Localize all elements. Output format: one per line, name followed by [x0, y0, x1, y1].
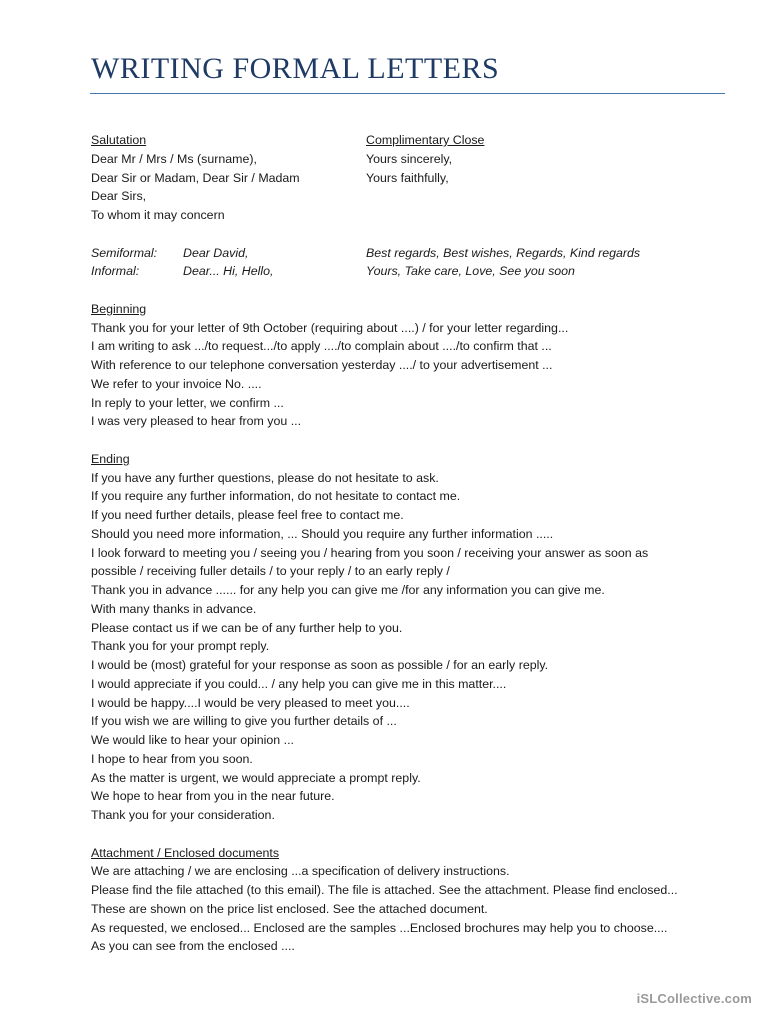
ending-line: I look forward to meeting you / seeing you / hearing from you soon / receiving your answer as soon as — [91, 545, 649, 560]
register-label: Semiformal: — [91, 245, 158, 260]
document-body — [91, 131, 721, 956]
salutation-row — [91, 169, 721, 188]
ending-line: possible / receiving fuller details / to your reply / to an early reply / — [91, 564, 450, 579]
register-close: Best regards, Best wishes, Regards, Kind regards — [366, 245, 641, 260]
beginning-line: Thank you for your letter of 9th October (requiring about ....) / for your letter regarding... — [91, 320, 569, 335]
beginning-line: With reference to our telephone conversation yesterday ..../ to your advertisement ... — [91, 358, 553, 372]
ending-line: Thank you in advance ...... for any help you can give me /for any information you can give me. — [91, 583, 605, 597]
register-row-informal — [91, 262, 721, 281]
ending-line: Thank you for your prompt reply. — [91, 639, 270, 654]
salutation-item: Dear Sirs, — [91, 189, 147, 204]
register-row-semiformal — [91, 244, 721, 263]
complimentary-close-heading: Complimentary Close — [366, 133, 485, 147]
close-item: Yours faithfully, — [366, 170, 449, 185]
salutation-row — [91, 150, 721, 169]
title-divider — [90, 93, 725, 94]
salutation-heading: Salutation — [91, 133, 147, 147]
attachment-line: As requested, we enclosed... Enclosed are the samples ...Enclosed brochures may help you to choose.... — [91, 920, 668, 935]
page-title: WRITING FORMAL LETTERS — [91, 52, 500, 85]
ending-line: If you require any further information, do not hesitate to contact me. — [91, 489, 461, 504]
attachment-line: As you can see from the enclosed .... — [91, 939, 295, 954]
ending-line: We hope to hear from you in the near future. — [91, 789, 335, 804]
beginning-line: We refer to your invoice No. .... — [91, 376, 262, 391]
beginning-line: I am writing to ask .../to request.../to apply ..../to complain about ..../to confirm that ... — [91, 339, 552, 354]
beginning-line: In reply to your letter, we confirm ... — [91, 395, 284, 410]
attachment-line: We are attaching / we are enclosing ...a specification of delivery instructions. — [91, 864, 510, 879]
ending-heading: Ending — [91, 451, 130, 466]
salutation-item: Dear Sir or Madam, Dear Sir / Madam — [91, 170, 300, 185]
salutation-item: To whom it may concern — [91, 208, 225, 222]
beginning-line: I was very pleased to hear from you ... — [91, 414, 302, 429]
ending-line: I would be happy....I would be very pleased to meet you.... — [91, 695, 410, 710]
ending-line: We would like to hear your opinion ... — [91, 733, 294, 747]
ending-line: I would appreciate if you could... / any help you can give me in this matter.... — [91, 676, 507, 691]
ending-line: Should you need more information, ... Should you require any further information ..... — [91, 526, 554, 541]
ending-line: Please contact us if we can be of any further help to you. — [91, 620, 403, 635]
ending-line: If you need further details, please feel free to contact me. — [91, 508, 404, 522]
ending-line: If you wish we are willing to give you further details of ... — [91, 714, 397, 729]
attachment-line: Please find the file attached (to this email). The file is attached. See the attachment. Please find enclosed... — [91, 883, 678, 897]
salutation-close-headings — [91, 131, 721, 150]
ending-line: With many thanks in advance. — [91, 601, 257, 616]
register-close: Yours, Take care, Love, See you soon — [366, 264, 575, 279]
ending-line: I would be (most) grateful for your response as soon as possible / for an early reply. — [91, 658, 549, 672]
register-salutation: Dear... Hi, Hello, — [183, 264, 274, 279]
ending-line: Thank you for your consideration. — [91, 808, 275, 822]
ending-line: I hope to hear from you soon. — [91, 751, 253, 766]
close-item: Yours sincerely, — [366, 151, 453, 166]
attachment-line: These are shown on the price list enclosed. See the attached document. — [91, 901, 488, 916]
beginning-heading: Beginning — [91, 301, 147, 316]
ending-line: If you have any further questions, please do not hesitate to ask. — [91, 470, 439, 485]
register-salutation: Dear David, — [183, 245, 249, 260]
attachment-heading: Attachment / Enclosed documents — [91, 845, 280, 860]
ending-line: As the matter is urgent, we would appreciate a prompt reply. — [91, 770, 421, 785]
register-label: Informal: — [91, 264, 140, 279]
watermark-logo: iSLCollective.com — [636, 991, 752, 1006]
salutation-item: Dear Mr / Mrs / Ms (surname), — [91, 151, 257, 166]
